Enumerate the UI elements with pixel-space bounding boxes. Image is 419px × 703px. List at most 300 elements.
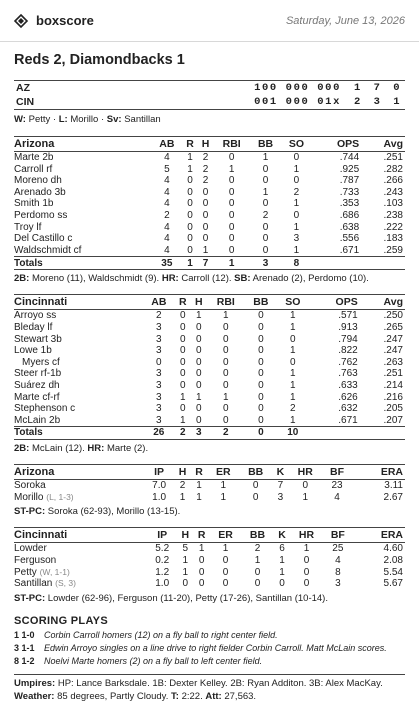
stat-cell: 0: [290, 333, 296, 345]
player-name[interactable]: Arroyo ss: [14, 310, 57, 322]
stat-cell: 0: [202, 186, 209, 198]
stat-cell: 0: [180, 310, 186, 322]
stat-cell: 0: [195, 379, 202, 391]
total-cell: 3: [250, 257, 281, 270]
stat-cell: 4: [334, 491, 340, 503]
pitcher-name[interactable]: Soroka: [14, 480, 46, 492]
player-name[interactable]: Marte cf-rf: [14, 391, 60, 403]
linescore-team: AZ: [16, 82, 30, 94]
stat-cell: 1: [198, 543, 205, 555]
batter-row: [14, 175, 405, 187]
stat-cell: 0: [187, 186, 193, 198]
stat-cell: .207: [383, 414, 403, 426]
stat-cell: 0: [222, 578, 229, 590]
column-header: BF: [322, 465, 353, 480]
stat-cell: 0: [195, 403, 202, 415]
steals-text: Arenado (2), Perdomo (10).: [252, 273, 369, 285]
player-name[interactable]: Lowe 1b: [14, 345, 52, 357]
pitcher-row: [14, 492, 405, 504]
stat-cell: 1: [279, 566, 285, 578]
losing-pitcher[interactable]: Morillo: [70, 114, 99, 125]
totals-row: [14, 257, 405, 270]
pitcher-cell: [14, 555, 147, 567]
stat-cell: 1: [196, 491, 202, 503]
stpc-label: ST-PC:: [14, 592, 46, 604]
stat-cell: 1: [223, 310, 229, 322]
stat-cell: .353: [339, 198, 360, 210]
stat-cell: 0: [223, 414, 229, 426]
pitcher-decision: (S, 3): [55, 578, 76, 589]
column-header: ER: [210, 528, 241, 543]
player-name[interactable]: Troy lf: [14, 221, 42, 233]
column-header: H: [191, 295, 207, 310]
stat-cell: 0: [303, 578, 310, 590]
stat-cell: 1: [290, 414, 296, 426]
stat-cell: 0: [228, 233, 235, 245]
column-header: R: [193, 528, 209, 543]
stat-cell: 0: [228, 209, 235, 221]
stat-cell: 25: [332, 543, 344, 555]
stat-cell: 1: [293, 244, 300, 256]
player-name[interactable]: Perdomo ss: [14, 209, 68, 221]
column-header: ERA: [352, 465, 405, 480]
column-header: BB: [250, 137, 281, 152]
stat-cell: 0: [195, 356, 202, 368]
app-logo[interactable]: [14, 13, 94, 28]
batting-header-row: [14, 137, 405, 152]
stat-cell: 5.67: [383, 578, 403, 590]
linescore-rhe: 1 7 0: [353, 82, 403, 94]
away-batting-notes: [14, 273, 405, 286]
player-name[interactable]: Del Castillo c: [14, 233, 73, 245]
totals-label: Totals: [14, 427, 143, 440]
pitcher-name[interactable]: Petty: [14, 566, 37, 578]
stat-cell: .247: [383, 345, 403, 357]
stat-cell: .222: [383, 221, 403, 233]
linescore-team: CIN: [16, 96, 35, 108]
stat-cell: .633: [338, 379, 358, 391]
stat-cell: 0: [262, 175, 269, 187]
play-score: 1 1-0: [14, 629, 35, 640]
play-score: 8 1-2: [14, 655, 35, 666]
doubles-label: 2B:: [14, 273, 30, 285]
scoring-play: [14, 656, 405, 666]
stat-cell: 1: [179, 491, 186, 503]
stat-cell: 0: [262, 233, 269, 245]
home-batting-table: [14, 294, 405, 440]
stat-cell: 1: [228, 163, 235, 175]
player-name[interactable]: Carroll rf: [14, 163, 53, 175]
umpires-label: Umpires:: [14, 677, 56, 689]
doubles-text: McLain (12).: [31, 443, 85, 455]
stat-cell: 0: [228, 221, 235, 233]
stat-cell: 1: [196, 480, 202, 492]
stat-cell: 1.0: [155, 578, 170, 590]
stat-cell: 1: [223, 391, 229, 403]
pitcher-name[interactable]: Lowder: [14, 543, 47, 555]
pitcher-cell: [14, 578, 147, 590]
player-name[interactable]: Marte 2b: [14, 152, 54, 163]
column-header: RBI: [207, 295, 245, 310]
stat-cell: 3: [156, 391, 162, 403]
stat-cell: 1: [220, 480, 227, 492]
batter-row: [14, 233, 405, 245]
pitcher-name[interactable]: Morillo: [14, 491, 44, 503]
stat-cell: 23: [331, 480, 343, 492]
stat-cell: 1: [202, 244, 209, 256]
column-header: AB: [143, 295, 175, 310]
total-cell: 2: [175, 427, 191, 440]
stat-cell: 2: [290, 403, 296, 415]
stat-cell: 0: [187, 198, 193, 210]
pitcher-name[interactable]: Ferguson: [14, 555, 57, 567]
batter-row: [14, 164, 405, 176]
stat-cell: .763: [338, 368, 358, 380]
batter-row: [14, 210, 405, 222]
scoring-play: [14, 630, 405, 640]
stat-cell: 0: [258, 391, 264, 403]
player-name[interactable]: Suárez dh: [14, 379, 60, 391]
stat-cell: .632: [338, 403, 358, 415]
stat-cell: 0: [293, 175, 300, 187]
attendance-text: 27,563.: [224, 690, 257, 702]
stat-cell: 2: [156, 310, 162, 322]
total-cell: [309, 427, 360, 440]
column-header: HR: [289, 465, 322, 480]
batter-row: [14, 357, 405, 369]
stat-cell: 0: [195, 333, 202, 345]
stat-cell: 1: [290, 391, 296, 403]
stat-cell: 0: [202, 198, 209, 210]
stat-cell: 1: [293, 221, 300, 233]
stat-cell: .794: [338, 333, 358, 345]
time-label: T:: [171, 690, 179, 702]
player-name[interactable]: Myers cf: [22, 356, 60, 368]
column-header: IP: [144, 465, 174, 480]
column-header: IP: [147, 528, 177, 543]
column-header: SO: [281, 137, 312, 152]
stat-cell: .671: [339, 244, 360, 256]
player-name[interactable]: Bleday lf: [14, 321, 53, 333]
total-cell: 26: [143, 427, 175, 440]
stat-cell: 4: [164, 244, 170, 256]
stat-cell: 0: [252, 491, 259, 503]
decisions: W: Petty · L: Morillo · Sv: Santillan: [14, 114, 161, 125]
stat-cell: 1: [290, 310, 296, 322]
column-header: Avg: [361, 137, 405, 152]
stat-cell: 5.54: [383, 566, 403, 578]
total-cell: 10: [277, 427, 309, 440]
doubles-label: 2B:: [14, 443, 30, 455]
stat-cell: 0: [195, 345, 202, 357]
stat-cell: 8: [335, 566, 341, 578]
stat-cell: 4: [164, 198, 170, 210]
stat-cell: 3: [156, 414, 162, 426]
player-name[interactable]: Stephenson c: [14, 403, 76, 415]
stat-cell: 1: [262, 152, 269, 163]
stat-cell: 0: [223, 333, 229, 345]
batter-row: [14, 380, 405, 392]
stat-cell: 0: [228, 152, 235, 163]
stat-cell: 2: [202, 163, 209, 175]
stat-cell: 3: [156, 345, 162, 357]
stpc-text: Soroka (62-93), Morillo (13-15).: [47, 506, 181, 518]
column-header: HR: [290, 528, 323, 543]
stat-cell: 3: [156, 368, 162, 380]
stat-cell: 3: [156, 403, 162, 415]
stat-cell: 0: [222, 555, 229, 567]
total-cell: 2: [207, 427, 245, 440]
home-pitching-table: [14, 527, 405, 589]
column-header: AB: [151, 137, 182, 152]
pitcher-cell: [14, 567, 147, 579]
stat-cell: 0: [223, 321, 229, 333]
pitcher-row: [14, 578, 405, 590]
away-batting-table: [14, 136, 405, 270]
stat-cell: 2: [262, 209, 269, 221]
column-header: H: [174, 465, 191, 480]
stat-cell: 0: [187, 233, 193, 245]
stat-cell: 0: [303, 566, 310, 578]
scoring-play: [14, 643, 405, 653]
column-header: R: [175, 295, 191, 310]
batter-row: [14, 198, 405, 210]
stat-cell: 3.11: [384, 480, 403, 492]
home-pitch-counts: [14, 593, 405, 606]
play-description: Edwin Arroyo singles on a line drive to right fielder Corbin Carroll. Matt McLain scores.: [44, 642, 387, 653]
linescore-innings: 001 000 01x: [254, 96, 341, 108]
stat-cell: 0: [262, 221, 269, 233]
play-score: 3 1-1: [14, 642, 35, 653]
stat-cell: 4: [335, 555, 341, 567]
weather-label: Weather:: [14, 690, 55, 702]
stat-cell: .103: [383, 198, 403, 210]
stat-cell: 0: [202, 209, 209, 221]
stat-cell: 0: [182, 578, 189, 590]
winning-pitcher[interactable]: Petty: [28, 114, 51, 125]
stat-cell: 3: [156, 333, 162, 345]
column-header: K: [274, 528, 290, 543]
pitcher-row: [14, 480, 405, 492]
linescore-innings: 100 000 000: [254, 82, 341, 94]
umpires-text: HP: Lance Barksdale. 1B: Dexter Kelley. 2B: Ryan Additon. 3B: Alex MacKay.: [57, 677, 383, 689]
stat-cell: 0: [293, 209, 300, 221]
stat-cell: 3: [277, 491, 284, 503]
stat-cell: .251: [383, 368, 403, 380]
total-cell: [312, 257, 361, 270]
column-header: H: [198, 137, 213, 152]
stat-cell: .265: [383, 321, 403, 333]
player-name[interactable]: Smith 1b: [14, 198, 54, 210]
doubles-text: Moreno (11), Waldschmidt (9).: [31, 273, 160, 285]
stat-cell: 0: [180, 368, 186, 380]
umpires-line: [14, 677, 405, 690]
team-name-header: Arizona: [14, 137, 151, 152]
stat-cell: .259: [383, 244, 403, 256]
pitching-header-row: [14, 465, 405, 480]
stat-cell: 0: [303, 555, 310, 567]
away-pitching-table: [14, 464, 405, 503]
linescore-row: [14, 95, 405, 110]
stat-cell: 0: [228, 198, 235, 210]
batter-row: [14, 245, 405, 257]
stat-cell: 0: [258, 321, 264, 333]
stat-cell: 5.2: [155, 543, 170, 555]
stat-cell: 0: [279, 578, 285, 590]
homers-text: Carroll (12).: [181, 273, 232, 285]
stat-cell: 1: [220, 491, 227, 503]
stat-cell: 3: [293, 233, 300, 245]
play-description: Corbin Carroll homers (12) on a fly ball to right center field.: [44, 629, 278, 640]
pitcher-decision: (L, 1-3): [46, 491, 74, 502]
stat-cell: .183: [383, 233, 403, 245]
stat-cell: .822: [338, 345, 358, 357]
player-name[interactable]: McLain 2b: [14, 414, 61, 426]
player-name[interactable]: Steer rf-1b: [14, 368, 62, 380]
stat-cell: 2: [202, 152, 209, 163]
column-header: OPS: [312, 137, 361, 152]
stat-cell: 0: [258, 356, 264, 368]
stat-cell: 2.67: [383, 491, 403, 503]
stat-cell: 1: [293, 198, 300, 210]
stat-cell: 1: [302, 491, 309, 503]
stat-cell: 0.2: [155, 555, 170, 567]
stat-cell: 0: [198, 555, 205, 567]
stat-cell: 1: [195, 391, 202, 403]
stat-cell: 2.08: [383, 555, 403, 567]
stpc-label: ST-PC:: [14, 506, 46, 518]
total-cell: [361, 257, 405, 270]
stat-cell: 1: [180, 414, 186, 426]
stat-cell: .626: [338, 391, 358, 403]
pitcher-cell: [14, 480, 144, 492]
app-name: boxscore: [36, 13, 94, 28]
stat-cell: .925: [339, 163, 360, 175]
stat-cell: 1: [222, 543, 229, 555]
total-cell: 1: [213, 257, 250, 270]
stat-cell: 7.0: [152, 480, 167, 492]
stat-cell: 1: [187, 163, 193, 175]
stat-cell: 1: [262, 186, 269, 198]
stat-cell: 1: [187, 152, 193, 163]
column-header: ER: [207, 465, 239, 480]
batter-row: [14, 187, 405, 199]
stat-cell: .250: [383, 310, 403, 322]
linescore-row: [14, 81, 405, 96]
stat-cell: 0: [195, 321, 202, 333]
stat-cell: 0: [228, 186, 235, 198]
total-cell: 35: [151, 257, 182, 270]
stat-cell: 0: [180, 345, 186, 357]
team-name-header: Arizona: [14, 465, 144, 480]
total-cell: 7: [198, 257, 213, 270]
pitcher-name[interactable]: Santillan: [14, 578, 53, 590]
player-name[interactable]: Stewart 3b: [14, 333, 62, 345]
stat-cell: 0: [228, 175, 235, 187]
stat-cell: .638: [339, 221, 360, 233]
total-cell: [360, 427, 405, 440]
game-title: Reds 2, Diamondbacks 1: [14, 52, 185, 68]
stat-cell: 6: [279, 543, 285, 555]
player-name[interactable]: Waldschmidt cf: [14, 244, 82, 256]
stat-cell: 0: [228, 244, 235, 256]
stat-cell: .205: [383, 403, 403, 415]
stat-cell: 0: [302, 480, 309, 492]
column-header: SO: [277, 295, 309, 310]
stat-cell: 4: [164, 221, 170, 233]
stat-cell: 4.60: [383, 543, 403, 555]
stat-cell: 5: [182, 543, 189, 555]
stat-cell: 1.2: [155, 566, 170, 578]
stat-cell: 1: [303, 543, 310, 555]
stat-cell: 0: [258, 379, 264, 391]
stat-cell: .686: [339, 209, 360, 221]
stat-cell: 2: [164, 209, 170, 221]
total-cell: 3: [191, 427, 207, 440]
scoring-plays-list: [14, 630, 405, 666]
stat-cell: 1: [254, 555, 261, 567]
player-name[interactable]: Arenado 3b: [14, 186, 66, 198]
stat-cell: 0: [180, 379, 186, 391]
stat-cell: 0: [258, 414, 264, 426]
column-header: K: [272, 465, 289, 480]
column-header: OPS: [309, 295, 360, 310]
stat-cell: 0: [180, 321, 186, 333]
stat-cell: 0: [262, 198, 269, 210]
stat-cell: 0: [223, 345, 229, 357]
pitcher-decision: (W, 1-1): [39, 566, 70, 577]
stat-cell: 0: [187, 221, 193, 233]
stat-cell: 0: [195, 368, 202, 380]
player-name[interactable]: Moreno dh: [14, 175, 62, 187]
stat-cell: 0: [254, 566, 261, 578]
stat-cell: .282: [383, 163, 403, 175]
batter-row: [14, 392, 405, 404]
stat-cell: 3: [156, 321, 162, 333]
stat-cell: 0: [258, 333, 264, 345]
stat-cell: 0: [202, 221, 209, 233]
stat-cell: 0: [187, 175, 193, 187]
batter-row: [14, 334, 405, 346]
stat-cell: 3: [156, 379, 162, 391]
stat-cell: 0: [223, 368, 229, 380]
stat-cell: 0: [187, 209, 193, 221]
stat-cell: 1: [195, 310, 202, 322]
stat-cell: .762: [338, 356, 358, 368]
column-header: RBI: [213, 137, 250, 152]
batter-row: [14, 403, 405, 415]
stat-cell: 4: [164, 186, 170, 198]
stat-cell: .733: [339, 186, 360, 198]
weather-line: [14, 690, 405, 703]
stat-cell: 0: [195, 414, 202, 426]
stat-cell: 1: [290, 321, 296, 333]
stat-cell: 4: [164, 233, 170, 245]
totals-label: Totals: [14, 257, 151, 270]
stat-cell: 0: [156, 356, 162, 368]
stat-cell: 0: [180, 403, 186, 415]
homers-label: HR:: [161, 273, 179, 285]
stat-cell: 1: [279, 555, 285, 567]
stat-cell: 1: [290, 379, 296, 391]
linescore-rhe: 2 3 1: [353, 96, 403, 108]
stat-cell: 2: [293, 186, 300, 198]
save-pitcher[interactable]: Santillan: [124, 114, 161, 125]
stat-cell: 2: [202, 175, 209, 187]
stat-cell: 0: [187, 244, 193, 256]
batting-header-row: [14, 295, 405, 310]
batter-row: [14, 368, 405, 380]
